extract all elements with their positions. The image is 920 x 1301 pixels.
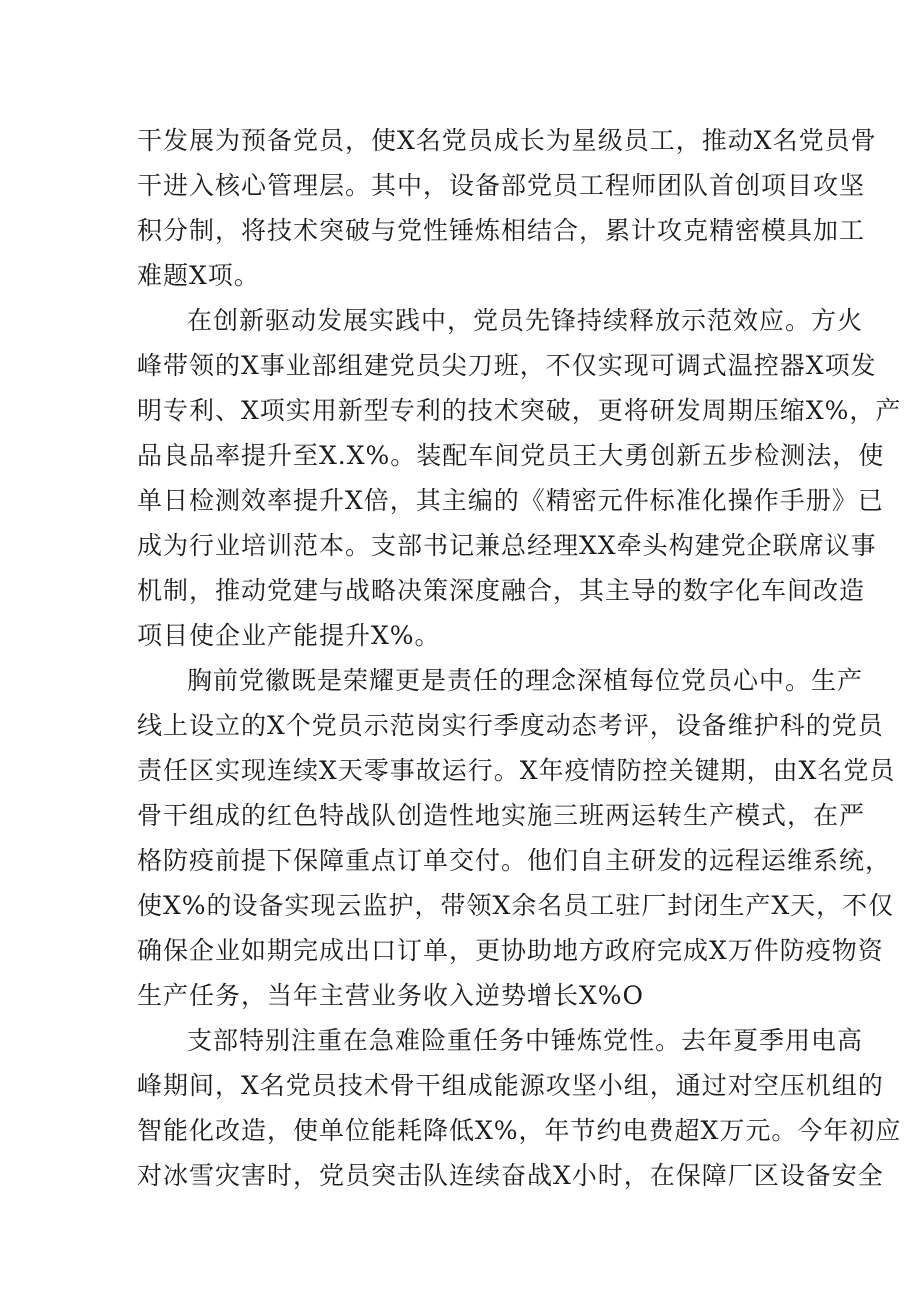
text-line: 生产任务，当年主营业务收入逆势增长X%O [137,981,645,1010]
paragraph-first-line: 支部特别注重在急难险重任务中锤炼党性。去年夏季用电高 [187,1026,864,1055]
text-line: 确保企业如期完成出口订单，更协助地方政府完成X万件防疫物资 [137,936,884,965]
text-line: 智能化改造，使单位能耗降低X%，年节约电费超X万元。今年初应 [137,1116,902,1145]
text-line: 品良品率提升至X.X%。装配车间党员王大勇创新五步检测法，使 [137,441,885,470]
text-line: 积分制，将技术突破与党性锤炼相结合，累计攻克精密模具加工 [137,216,866,245]
text-line: 机制，推动党建与战略决策深度融合，其主导的数字化车间改造 [137,576,866,605]
text-line: 使X%的设备实现云监护，带领X余名员工驻厂封闭生产X天，不仅 [137,891,895,920]
paragraph-first-line: 在创新驱动发展实践中，党员先锋持续释放示范效应。方火 [187,306,864,335]
text-line: 责任区实现连续X天零事故运行。X年疫情防控关键期，由X名党员 [137,756,896,785]
text-line: 干进入核心管理层。其中，设备部党员工程师团队首创项目攻坚 [137,171,866,200]
text-line: 明专利、X项实用新型专利的技术突破，更将研发周期压缩X%，产 [137,396,902,425]
text-line: 难题X项。 [137,261,260,290]
text-line: 单日检测效率提升X倍，其主编的《精密元件标准化操作手册》已 [137,486,884,515]
text-line: 对冰雪灾害时，党员突击队连续奋战X小时，在保障厂区设备安全 [137,1161,884,1190]
text-line: 线上设立的X个党员示范岗实行季度动态考评，设备维护科的党员 [137,711,884,740]
text-line: 峰带领的X事业部组建党员尖刀班，不仅实现可调式温控器X项发 [137,351,877,380]
text-line: 格防疫前提下保障重点订单交付。他们自主研发的远程运维系统， [137,846,892,875]
text-line: 成为行业培训范本。支部书记兼总经理XX牵头构建党企联席议事 [137,531,877,560]
text-line: 骨干组成的红色特战队创造性地实施三班两运转生产模式，在严 [137,801,866,830]
text-line: 干发展为预备党员，使X名党员成长为星级员工，推动X名党员骨 [137,126,877,155]
paragraph-first-line: 胸前党徽既是荣耀更是责任的理念深植每位党员心中。生产 [187,666,864,695]
text-line: 峰期间，X名党员技术骨干组成能源攻坚小组，通过对空压机组的 [137,1071,884,1100]
text-line: 项目使企业产能提升X%。 [137,621,441,650]
